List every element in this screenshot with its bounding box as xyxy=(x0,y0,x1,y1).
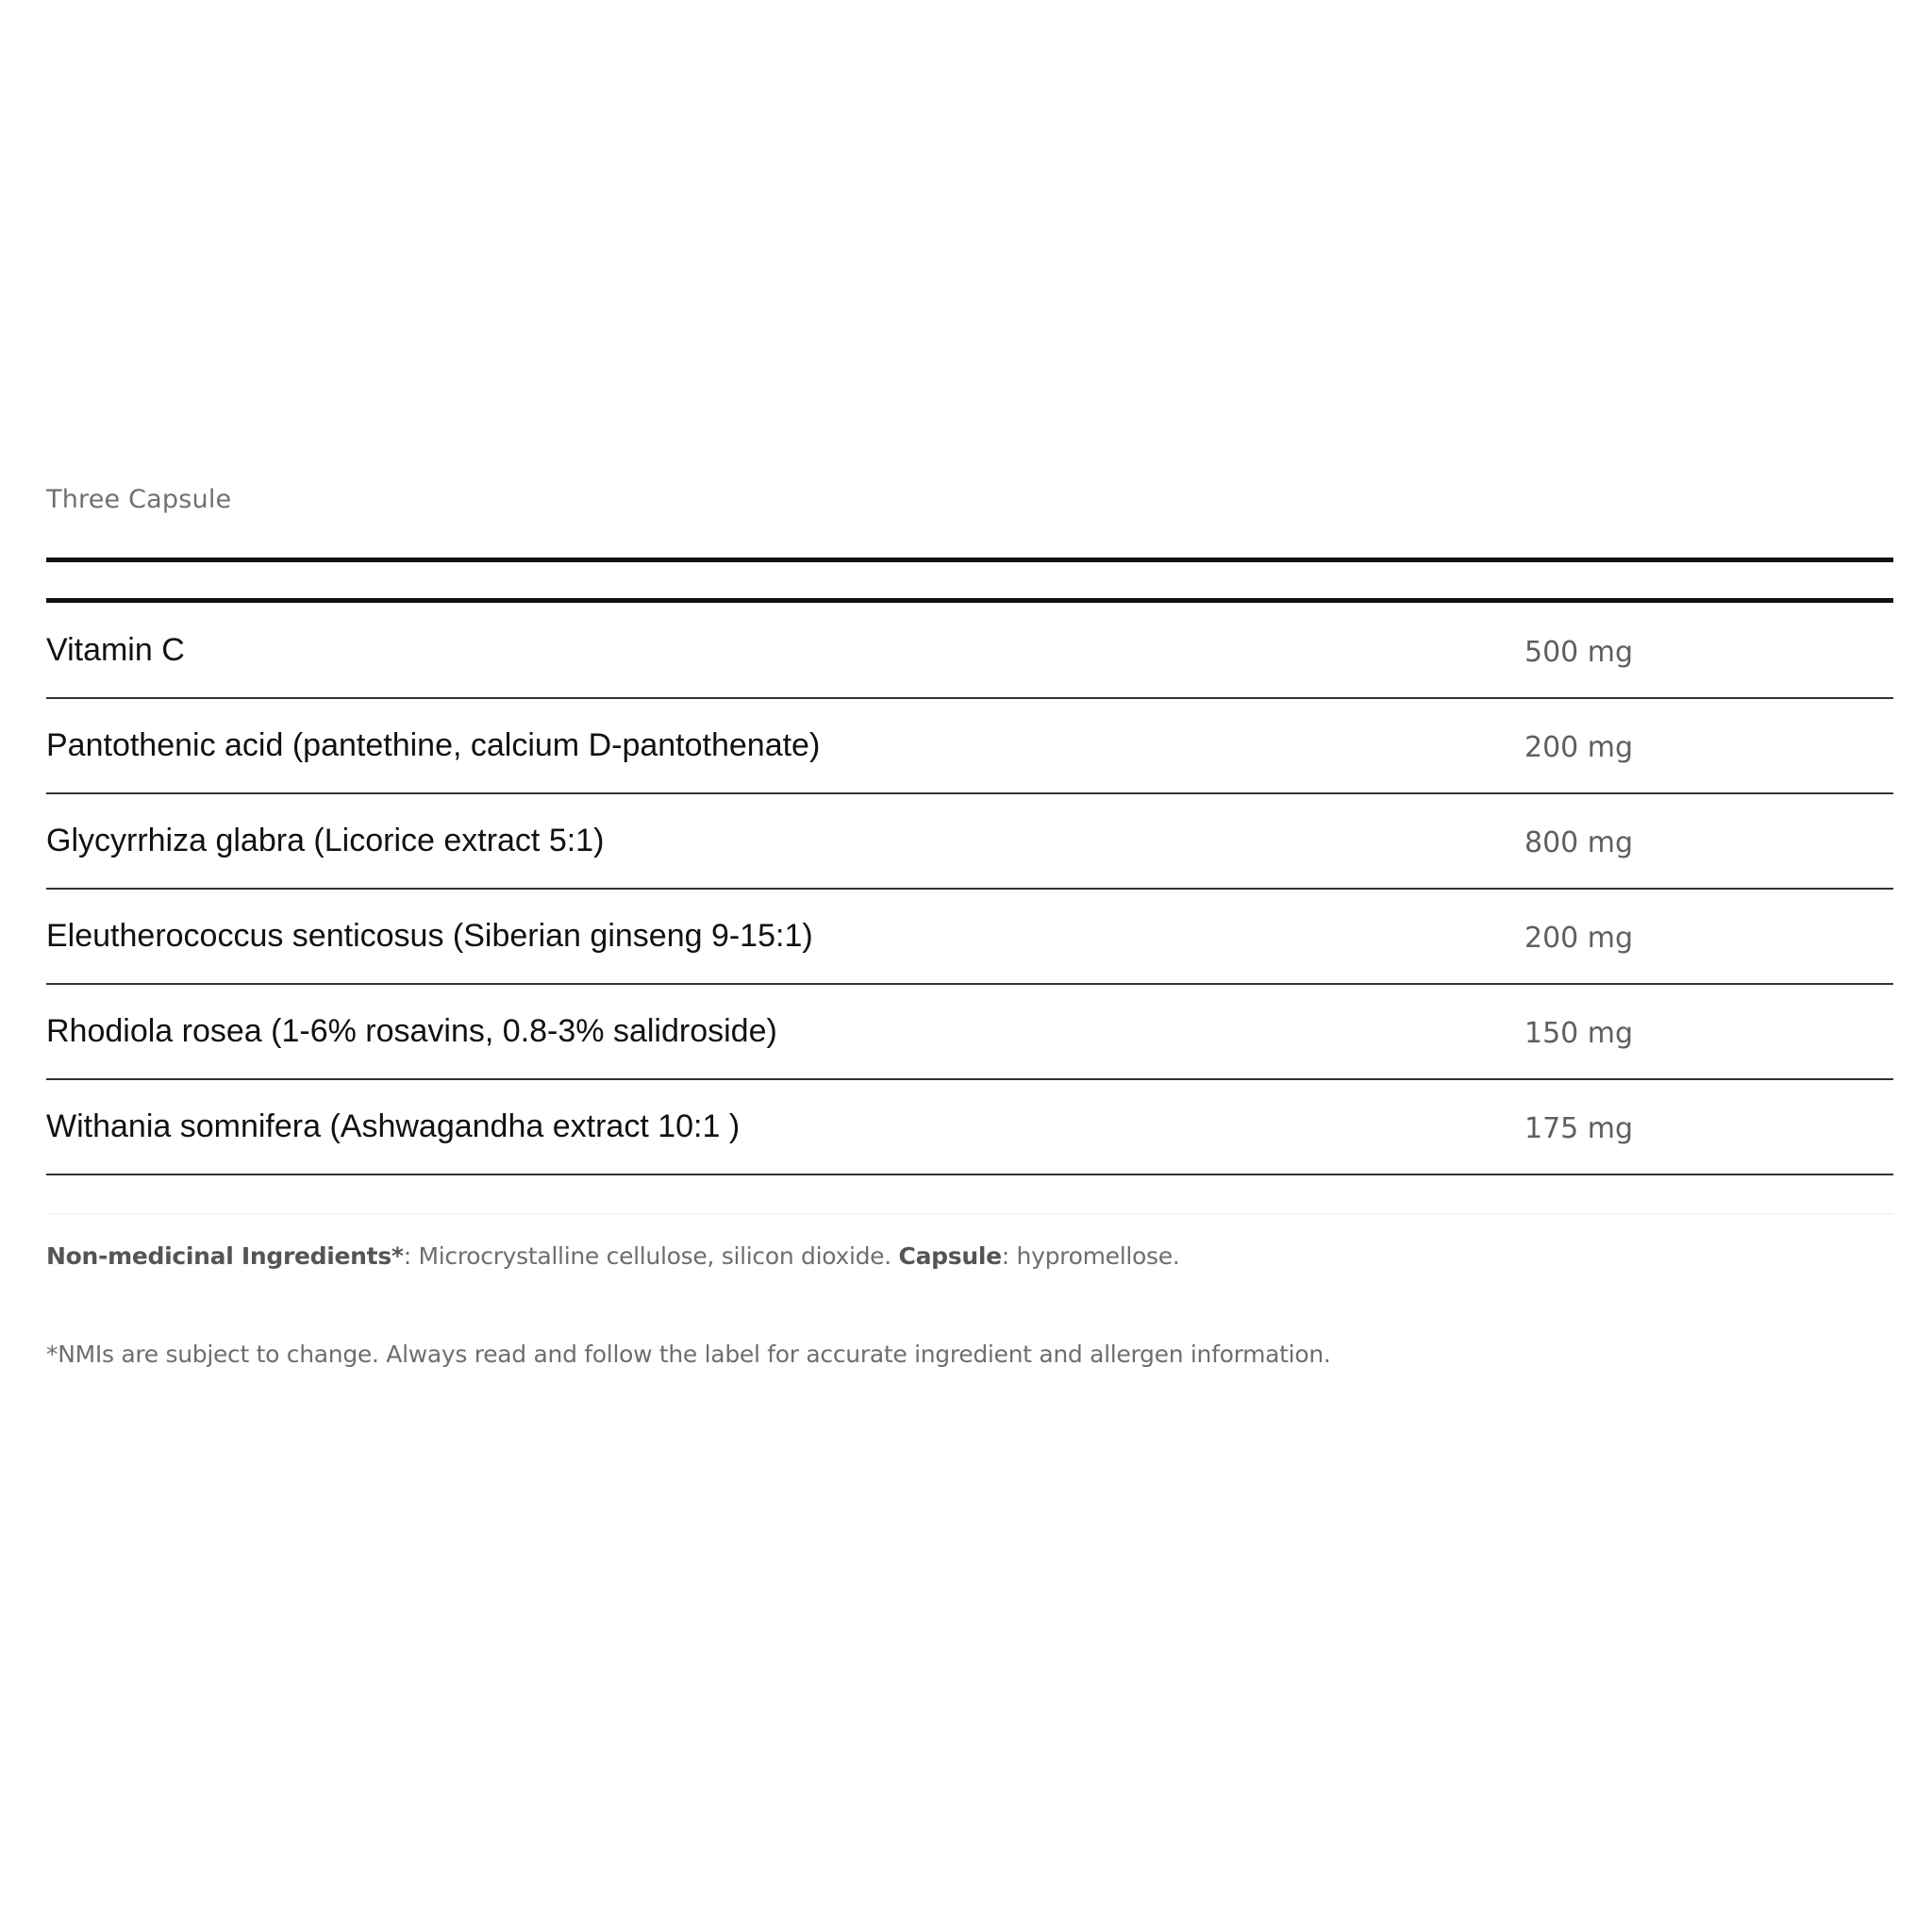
ingredient-amount: 150 mg xyxy=(1524,1017,1634,1050)
ingredient-amount: 200 mg xyxy=(1524,731,1634,764)
table-row xyxy=(46,889,1893,984)
ingredient-name: Vitamin C xyxy=(46,631,185,668)
ingredient-amount: 200 mg xyxy=(1524,922,1634,955)
ingredient-amount: 500 mg xyxy=(1524,635,1634,669)
table-row xyxy=(46,984,1893,1079)
ingredient-name: Withania somnifera (Ashwagandha extract 10:1 ) xyxy=(46,1108,741,1144)
table-top-rule xyxy=(46,558,1893,562)
table-row xyxy=(46,1079,1893,1174)
ingredient-name: Rhodiola rosea (1-6% rosavins, 0.8-3% salidroside) xyxy=(46,1013,777,1049)
table-row xyxy=(46,793,1893,889)
non-medicinal-text: : Microcrystalline cellulose, silicon dioxide. xyxy=(403,1242,899,1270)
capsule-label: Capsule xyxy=(898,1242,1002,1270)
table-row xyxy=(46,603,1893,698)
section-divider xyxy=(46,1213,1893,1214)
serving-size-label: Three Capsule xyxy=(46,485,232,514)
capsule-text: : hypromellose. xyxy=(1001,1242,1180,1270)
ingredient-name: Glycyrrhiza glabra (Licorice extract 5:1) xyxy=(46,823,605,858)
supplement-facts-panel xyxy=(46,481,1893,1368)
nmi-disclaimer: *NMIs are subject to change. Always read and follow the label for accurate ingredient and allergen information. xyxy=(46,1341,1331,1368)
ingredient-name: Pantothenic acid (pantethine, calcium D-pantothenate) xyxy=(46,727,821,763)
ingredient-name: Eleutherococcus senticosus (Siberian ginseng 9-15:1) xyxy=(46,918,813,954)
ingredient-amount: 175 mg xyxy=(1524,1112,1634,1145)
ingredient-table xyxy=(46,603,1893,1175)
non-medicinal-ingredients xyxy=(46,1242,1893,1270)
table-row xyxy=(46,698,1893,793)
non-medicinal-label: Non-medicinal Ingredients* xyxy=(46,1242,404,1270)
ingredient-amount: 800 mg xyxy=(1524,826,1634,859)
